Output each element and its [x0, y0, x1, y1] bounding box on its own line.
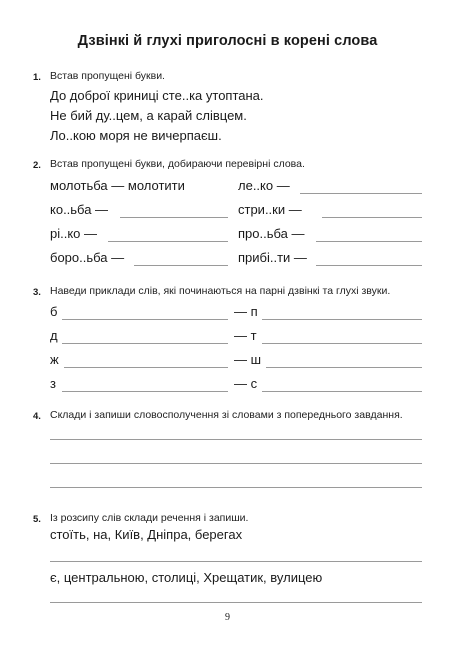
task-2-left-2: ко..ьба —	[50, 202, 109, 217]
task-3-answer-line[interactable]	[62, 343, 228, 344]
task-5-answer-line[interactable]	[50, 602, 422, 603]
task-2-answer-line[interactable]	[322, 217, 422, 218]
task-4-number: 4.	[33, 411, 41, 422]
task-2-answer-line[interactable]	[134, 265, 228, 266]
task-2-number: 2.	[33, 160, 41, 171]
task-3-answer-line[interactable]	[262, 391, 422, 392]
task-2-answer-line[interactable]	[316, 265, 422, 266]
task-3-right-1: — п	[234, 304, 258, 319]
task-2-right-2: стри..ки —	[238, 202, 302, 217]
task-3-left-3: ж	[50, 352, 59, 367]
task-1-line-1: До доброї криниці сте..ка утоптана.	[50, 88, 264, 103]
task-2-answer-line[interactable]	[108, 241, 228, 242]
task-3-answer-line[interactable]	[62, 391, 228, 392]
task-1-line-2: Не бий ду..цем, а карай слівцем.	[50, 108, 247, 123]
task-5-word-set-2: є, центральною, столиці, Хрещатик, вулицею	[50, 570, 323, 585]
task-3-right-4: — с	[234, 376, 258, 391]
task-1-instruction: Встав пропущені букви.	[50, 70, 165, 82]
task-3-number: 3.	[33, 287, 41, 298]
task-3-left-1: б	[50, 304, 58, 319]
task-5-answer-line[interactable]	[50, 561, 422, 562]
task-3-answer-line[interactable]	[262, 319, 422, 320]
task-3-left-4: з	[50, 376, 56, 391]
task-4-answer-line[interactable]	[50, 487, 422, 488]
task-2-answer-line[interactable]	[120, 217, 228, 218]
task-5-word-set-1: стоїть, на, Київ, Дніпра, берегах	[50, 527, 243, 542]
task-2-instruction: Встав пропущені букви, добираючи перевірні слова.	[50, 158, 305, 170]
task-2-left-1: молотьба — молотити	[50, 178, 185, 193]
task-3-instruction: Наведи приклади слів, які починаються на парні дзвінкі та глухі звуки.	[50, 285, 391, 297]
task-2-answer-line[interactable]	[300, 193, 422, 194]
task-3-answer-line[interactable]	[62, 319, 228, 320]
task-4-answer-line[interactable]	[50, 439, 422, 440]
task-3-right-3: — ш	[234, 352, 262, 367]
task-5-instruction: Із розсипу слів склади речення і запиши.	[50, 512, 249, 524]
page-title: Дзвінкі й глухі приголосні в корені слова	[77, 33, 378, 49]
task-5-number: 5.	[33, 514, 41, 525]
task-3-answer-line[interactable]	[266, 367, 422, 368]
task-3-right-2: — т	[234, 328, 257, 343]
task-2-right-1: ле..ко —	[238, 178, 290, 193]
task-2-left-3: рі..ко —	[50, 226, 98, 241]
task-4-instruction: Склади і запиши словосполучення зі словами з попереднього завдання.	[50, 409, 403, 421]
task-1-number: 1.	[33, 72, 41, 83]
task-3-left-2: д	[50, 328, 58, 343]
task-2-right-3: про..ьба —	[238, 226, 305, 241]
task-3-answer-line[interactable]	[64, 367, 228, 368]
task-1-line-3: Ло..кою моря не вичерпаєш.	[50, 128, 222, 143]
task-2-left-4: боро..ьба —	[50, 250, 125, 265]
task-2-right-4: прибі..ти —	[238, 250, 307, 265]
task-2-answer-line[interactable]	[316, 241, 422, 242]
task-3-answer-line[interactable]	[262, 343, 422, 344]
task-4-answer-line[interactable]	[50, 463, 422, 464]
page-number: 9	[225, 612, 230, 623]
